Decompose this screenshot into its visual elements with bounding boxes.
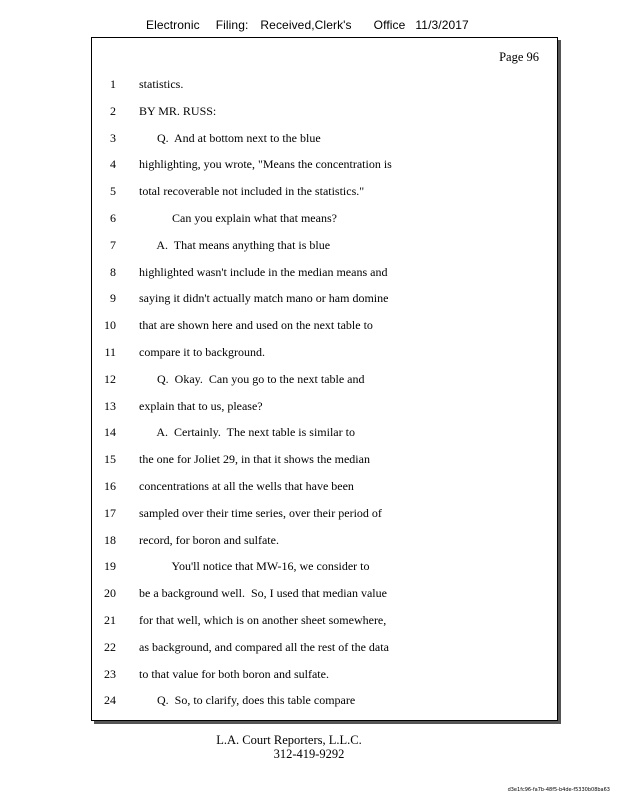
line-number-column (92, 75, 116, 718)
header-received: Received,Clerk's (260, 18, 352, 32)
header-date: 11/3/2017 (415, 18, 469, 32)
line-number: 17 (104, 505, 116, 520)
line-number: 15 (104, 452, 116, 467)
reporter-company: L.A. Court Reporters, L.L.C. (216, 733, 362, 747)
transcript-line: Q. So, to clarify, does this table compare (139, 693, 356, 708)
line-number: 3 (110, 130, 116, 145)
reporter-footer (0, 733, 578, 761)
header-electronic: Electronic (146, 18, 200, 32)
line-number: 11 (104, 344, 116, 359)
line-number: 21 (104, 612, 116, 627)
transcript-line: Can you explain what that means? (139, 210, 337, 225)
transcript-line: that are shown here and used on the next table to (139, 318, 373, 333)
transcript-line: Q. And at bottom next to the blue (139, 130, 321, 145)
header-filing: Filing: (215, 18, 249, 32)
transcript-line: explain that to us, please? (139, 398, 263, 413)
transcript-line: You'll notice that MW-16, we consider to (139, 559, 370, 574)
transcript-line: concentrations at all the wells that have been (139, 478, 354, 493)
transcript-line: A. Certainly. The next table is similar to (139, 425, 355, 440)
line-number: 19 (104, 559, 116, 574)
line-number: 9 (110, 291, 116, 306)
transcript-page (91, 37, 558, 721)
line-number: 23 (104, 666, 116, 681)
header-office: Office (373, 18, 406, 32)
transcript-line: to that value for both boron and sulfate. (139, 666, 329, 681)
line-number: 16 (104, 478, 116, 493)
line-number: 22 (104, 639, 116, 654)
transcript-line: A. That means anything that is blue (139, 237, 331, 252)
line-number: 4 (110, 157, 116, 172)
line-number: 18 (104, 532, 116, 547)
document-hash: d3e1fc96-fa7b-48f5-b4de-f5330b08ba63 (507, 787, 610, 793)
transcript-line: highlighted wasn't include in the median means and (139, 264, 388, 279)
line-number: 20 (104, 586, 116, 601)
transcript-line: as background, and compared all the rest of the data (139, 639, 389, 654)
transcript-line: total recoverable not included in the statistics." (139, 184, 365, 199)
transcript-line: be a background well. So, I used that median value (139, 586, 387, 601)
line-number: 2 (110, 103, 116, 118)
line-number: 24 (104, 693, 116, 708)
transcript-line: the one for Joliet 29, in that it shows the median (139, 452, 370, 467)
page-number: Page 96 (499, 50, 539, 64)
transcript-line: Q. Okay. Can you go to the next table and (139, 371, 365, 386)
line-number: 1 (110, 77, 116, 91)
transcript-line: sampled over their time series, over their period of (139, 505, 382, 520)
transcript-line: highlighting, you wrote, "Means the concentration is (139, 157, 392, 172)
transcript-line: record, for boron and sulfate. (139, 532, 279, 547)
line-number: 5 (110, 184, 116, 199)
transcript-line: compare it to background. (139, 344, 265, 359)
line-number: 6 (110, 210, 116, 225)
transcript-line: saying it didn't actually match mano or ham domine (139, 291, 389, 306)
transcript-line: BY MR. RUSS: (139, 103, 217, 118)
transcript-text (139, 75, 539, 718)
transcript-line: statistics. (139, 77, 184, 91)
line-number: 13 (104, 398, 116, 413)
line-number: 10 (104, 318, 116, 333)
transcript-line: for that well, which is on another sheet somewhere, (139, 612, 387, 627)
filing-header (146, 18, 469, 32)
line-number: 14 (104, 425, 116, 440)
line-number: 12 (104, 371, 116, 386)
line-number: 7 (110, 237, 116, 252)
reporter-phone: 312-419-9292 (273, 747, 345, 761)
line-number: 8 (110, 264, 116, 279)
